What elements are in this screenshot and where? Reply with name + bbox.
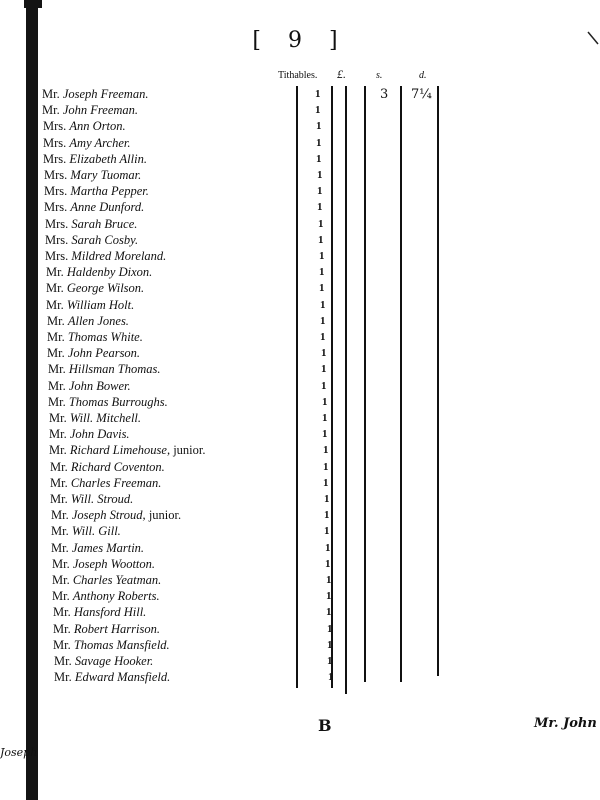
entry-title: Mr. (46, 281, 64, 296)
entry-title: Mr. (48, 362, 66, 377)
list-item (53, 637, 170, 653)
list-item (43, 118, 126, 134)
list-item (54, 653, 153, 669)
list-item (52, 556, 155, 572)
entry-name: Joseph Stroud, (71, 508, 146, 523)
entry-name: Thomas Burroughs. (68, 394, 168, 409)
entry-name: John Bower. (68, 378, 131, 393)
entry-name: Thomas Mansfield. (73, 637, 170, 652)
entry-name: Amy Archer. (69, 135, 131, 150)
entry-name: Mildred Moreland. (71, 249, 167, 263)
entry-title: Mr. (50, 492, 68, 506)
entry-title: Mr. (50, 475, 68, 490)
entry-title: Mr. (53, 621, 71, 636)
entry-title: Mrs. (44, 200, 68, 215)
entry-name: Anne Dunford. (70, 200, 145, 215)
entry-title: Mr. (50, 459, 68, 474)
tithables-count: 1 (317, 201, 323, 214)
tithables-count: 1 (321, 363, 327, 376)
entry-title: Mrs. (44, 184, 68, 199)
list-item (49, 426, 130, 442)
entry-name: Sarah Bruce. (71, 216, 138, 231)
tithables-count: 1 (326, 574, 332, 586)
tithables-count: 1 (320, 314, 326, 327)
entry-suffix: junior. (170, 443, 206, 458)
entry-title: Mrs. (43, 135, 67, 150)
list-item (43, 135, 131, 151)
entry-name: Will. Stroud. (70, 492, 134, 506)
list-item (53, 621, 160, 637)
tithables-count: 1 (316, 120, 322, 133)
tithables-count: 1 (322, 395, 328, 408)
tithables-count: 1 (323, 444, 329, 457)
list-item (50, 475, 161, 491)
column-header-tithables: Tithables. (278, 70, 318, 81)
tithables-count: 1 (319, 250, 325, 262)
column-rule (345, 86, 347, 694)
tithables-count: 1 (320, 331, 326, 343)
column-header-shillings: s. (376, 70, 383, 81)
list-item (43, 151, 147, 167)
entry-name: John Freeman. (62, 103, 139, 118)
list-item (44, 167, 141, 183)
tithables-count: 1 (315, 88, 321, 100)
list-item (47, 345, 140, 361)
tithables-count: 1 (316, 152, 322, 165)
list-item (45, 232, 138, 248)
entry-name: Martha Pepper. (70, 184, 149, 199)
tithables-count: 1 (321, 347, 327, 360)
tithables-count: 1 (319, 266, 325, 279)
tithables-count: 1 (315, 104, 321, 117)
pence-value: 7¼ (411, 87, 432, 102)
list-item (48, 361, 161, 377)
entry-title: Mr. (47, 313, 65, 328)
entry-name: Joseph Freeman. (62, 87, 149, 101)
entry-name: Haldenby Dixon. (66, 265, 153, 280)
tithables-count: 1 (317, 185, 323, 198)
entry-suffix: junior. (145, 508, 182, 523)
entry-name: Charles Freeman. (70, 475, 162, 490)
entry-title: Mrs. (45, 232, 69, 247)
entry-title: Mrs. (45, 249, 69, 263)
tithables-count: 1 (323, 460, 329, 473)
entry-name: Robert Harrison. (73, 621, 160, 636)
list-item (52, 588, 160, 604)
entry-title: Mr. (52, 573, 70, 587)
tithables-count: 1 (325, 557, 331, 570)
entry-name: Hansford Hill. (73, 605, 147, 620)
list-item (50, 491, 133, 507)
list-item (51, 523, 121, 539)
tithables-count: 1 (316, 136, 322, 149)
entry-name: John Pearson. (67, 346, 141, 361)
tithables-count: 1 (326, 606, 332, 619)
entry-title: Mr. (42, 103, 60, 118)
entry-name: John Davis. (69, 427, 130, 442)
tithables-count: 1 (324, 525, 330, 538)
entry-name: Ann Orton. (69, 119, 126, 134)
entry-name: Hillsman Thomas. (68, 362, 161, 377)
column-rule (364, 86, 366, 682)
tithables-count: 1 (324, 493, 330, 505)
list-item (44, 183, 149, 199)
page-number: [ 9 ] (252, 28, 348, 53)
tithables-count: 1 (320, 298, 326, 311)
tithables-count: 1 (318, 233, 324, 246)
column-rule (437, 86, 439, 676)
entry-title: Mr. (46, 265, 64, 280)
entry-name: Joseph Wootton. (72, 556, 156, 571)
tithables-count: 1 (327, 638, 333, 651)
list-item (42, 102, 138, 118)
list-item (48, 394, 168, 410)
entry-title: Mr. (51, 508, 69, 523)
entry-name: Thomas White. (67, 330, 143, 344)
entry-name: Allen Jones. (67, 313, 129, 328)
entry-name: Richard Coventon. (70, 459, 165, 474)
list-item (47, 313, 129, 329)
entry-name: Charles Yeatman. (72, 573, 162, 587)
tithables-count: 1 (326, 590, 332, 603)
binding-edge (26, 0, 38, 800)
list-item (42, 86, 148, 102)
entry-name: Mary Tuomar. (70, 168, 142, 182)
margin-word: Joseph (0, 746, 38, 759)
list-item (45, 216, 137, 232)
list-item (46, 280, 144, 296)
entry-title: Mr. (51, 524, 69, 539)
entry-name: Edward Mansfield. (74, 670, 171, 685)
entry-name: Savage Hooker. (74, 654, 154, 668)
entry-title: Mr. (51, 540, 69, 555)
entry-name: Elizabeth Allin. (69, 151, 147, 166)
tithables-count: 1 (327, 655, 333, 667)
tithables-count: 1 (319, 282, 325, 295)
tithables-count: 1 (325, 541, 331, 554)
column-header-pence: d. (419, 70, 427, 81)
list-item (53, 604, 146, 620)
tithables-count: 1 (327, 622, 333, 635)
list-item (52, 572, 161, 588)
entry-title: Mr. (53, 605, 71, 620)
entry-name: Will. Gill. (71, 524, 121, 539)
list-item (49, 410, 141, 426)
entry-title: Mr. (49, 427, 67, 442)
entry-title: Mr. (54, 654, 72, 668)
list-item (45, 248, 166, 264)
entry-title: Mr. (53, 637, 71, 652)
column-rule (400, 86, 402, 682)
list-item (49, 442, 206, 458)
entry-name: Will. Mitchell. (69, 411, 142, 425)
entry-title: Mr. (49, 411, 67, 425)
entry-title: Mr. (52, 556, 70, 571)
tithables-count: 1 (323, 476, 329, 489)
entry-title: Mr. (54, 670, 72, 685)
list-item (47, 329, 143, 345)
tithables-count: 1 (328, 671, 334, 684)
signature-mark: B (318, 716, 332, 735)
entry-name: George Wilson. (66, 281, 145, 296)
list-item (46, 297, 134, 313)
shillings-value: 3 (380, 87, 389, 102)
column-header-pounds: £. (337, 67, 346, 81)
entry-name: William Holt. (66, 297, 135, 312)
entry-title: Mr. (42, 87, 60, 101)
entry-name: James Martin. (71, 540, 145, 555)
catchword: Mr. John (534, 716, 597, 731)
list-item (54, 669, 170, 685)
entry-name: Sarah Cosby. (71, 232, 139, 247)
list-item (51, 507, 181, 523)
list-item (48, 378, 131, 394)
entry-title: Mr. (47, 346, 65, 361)
entry-title: Mrs. (43, 151, 67, 166)
tithables-count: 1 (321, 379, 327, 392)
list-item (46, 264, 152, 280)
tithables-count: 1 (322, 428, 328, 441)
tithables-count: 1 (318, 217, 324, 230)
entry-title: Mrs. (45, 216, 69, 231)
entry-title: Mr. (48, 378, 66, 393)
column-rule (296, 86, 298, 688)
binding-corner (24, 0, 42, 8)
list-item (44, 199, 144, 215)
entry-title: Mr. (47, 330, 65, 344)
tithables-count: 1 (324, 509, 330, 522)
entry-title: Mr. (49, 443, 67, 458)
list-item (51, 540, 144, 556)
entry-title: Mr. (52, 589, 70, 604)
tithables-count: 1 (322, 412, 328, 424)
list-item (50, 459, 165, 475)
entry-title: Mr. (46, 297, 64, 312)
tithables-count: 1 (317, 169, 323, 181)
entry-title: Mr. (48, 394, 66, 409)
entry-title: Mrs. (44, 168, 68, 182)
entry-title: Mrs. (43, 119, 67, 134)
entry-name: Anthony Roberts. (72, 589, 160, 604)
entry-name: Richard Limehouse, (69, 443, 171, 458)
